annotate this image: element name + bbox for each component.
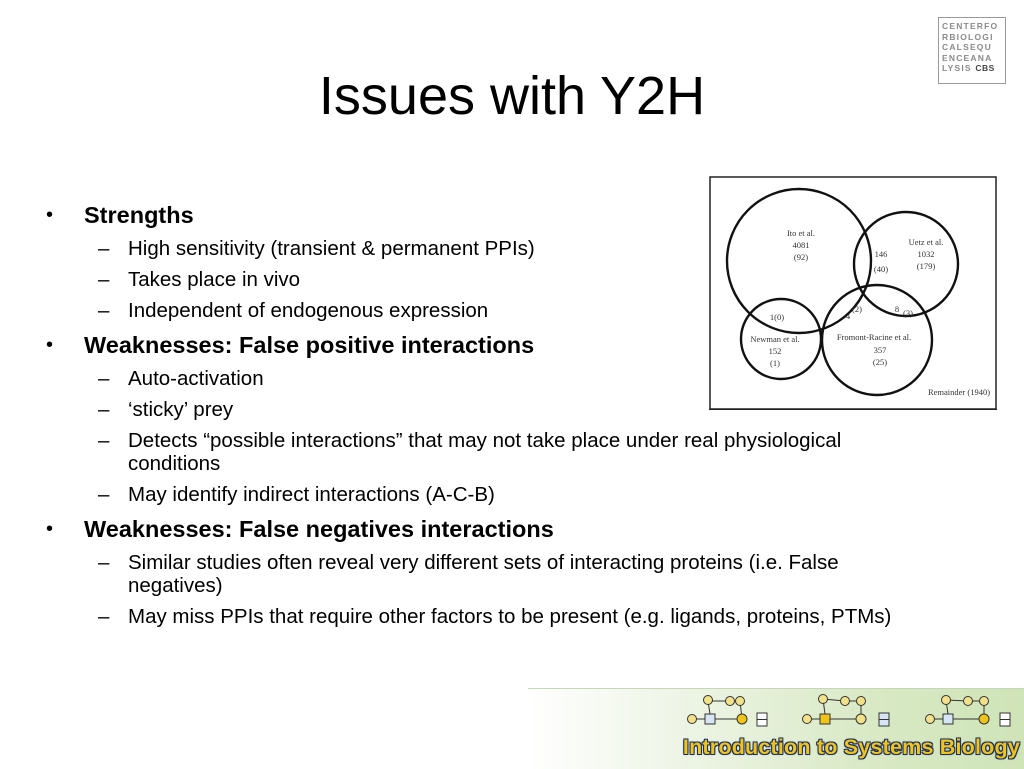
bullet-dot-icon: • [46, 334, 54, 356]
node-icon [819, 695, 828, 704]
logo-abbrev: CBS [975, 63, 995, 74]
node-square-icon [943, 714, 953, 724]
dash-icon: – [98, 551, 110, 574]
node-icon [726, 697, 735, 706]
dash-icon: – [98, 483, 110, 506]
uetz-sub: (179) [916, 261, 936, 271]
sub-bullet-text: Similar studies often reveal very different sets of interacting proteins (i.e. False negatives) [128, 551, 839, 597]
node-square-icon [820, 714, 830, 724]
fromont-sub: (25) [872, 357, 888, 367]
uetz-fromont-count: 8 [894, 304, 900, 314]
logo-line: CALSEQU [942, 42, 992, 53]
slide-title: Issues with Y2H [318, 66, 706, 126]
sub-bullet [84, 605, 990, 628]
ito-count: 4081 [792, 240, 810, 250]
network-graphic-1 [680, 692, 780, 732]
sub-bullet [84, 551, 990, 597]
bullet-heading: Weaknesses: False positive interactions [84, 332, 535, 358]
dash-icon: – [98, 367, 110, 390]
dash-icon: – [98, 605, 110, 628]
bullet-dot-icon: • [46, 204, 54, 226]
bullet-false-negatives [40, 514, 990, 628]
node-icon [979, 714, 989, 724]
dash-icon: – [98, 299, 110, 322]
cbs-logo [938, 17, 1006, 84]
uetz-label: Uetz et al. [908, 237, 944, 247]
node-icon [942, 696, 951, 705]
bullet-heading: Strengths [84, 202, 194, 228]
venn-diagram [709, 176, 997, 410]
sub-bullet-text: Auto-activation [128, 367, 264, 390]
newman-count: 152 [768, 346, 782, 356]
sub-bullet [84, 429, 990, 475]
node-icon [980, 697, 989, 706]
node-icon [857, 697, 866, 706]
node-icon [964, 697, 973, 706]
sub-bullet-text: May miss PPIs that require other factors to be present (e.g. ligands, proteins, PTMs) [128, 605, 892, 628]
node-icon [737, 714, 747, 724]
node-icon [856, 714, 866, 724]
ito-label: Ito et al. [786, 228, 816, 238]
node-square-icon [705, 714, 715, 724]
uetz-count: 1032 [917, 249, 935, 259]
network-graphic-2 [795, 692, 895, 732]
fromont-count: 357 [873, 345, 887, 355]
network-graphic-3 [918, 692, 1018, 732]
sub-bullet-text: Detects “possible interactions” that may not take place under real physiological conditions [128, 429, 842, 475]
node-icon [926, 715, 935, 724]
course-title: Introduction to Systems Biology [682, 735, 1020, 759]
node-icon [803, 715, 812, 724]
sub-bullet-text: May identify indirect interactions (A-C-B) [128, 483, 495, 506]
bullet-dot-icon: • [46, 518, 54, 540]
dash-icon: – [98, 237, 110, 260]
logo-line: ENCEANA [942, 52, 993, 63]
logo-line: LYSIS [942, 63, 972, 74]
ito-fromont-count: 4 [845, 311, 851, 321]
newman-sub: (1) [770, 358, 780, 368]
fromont-label: Fromont-Racine et al. [836, 332, 912, 342]
sub-bullet-text: Takes place in vivo [128, 268, 301, 291]
sub-bullet-text: High sensitivity (transient & permanent PPIs) [128, 237, 535, 260]
node-icon [688, 715, 697, 724]
logo-line-last [942, 63, 1003, 74]
remainder-label: Remainder (1940) [927, 387, 991, 397]
ito-sub: (92) [793, 252, 809, 262]
uetz-fromont-sub: (3) [903, 308, 913, 318]
sub-bullet [84, 483, 990, 506]
ito-uetz-count: 146 [874, 249, 888, 259]
sub-bullet-text: ‘sticky’ prey [128, 398, 234, 421]
sub-bullet-list [84, 551, 990, 628]
ito-uetz-sub: (40) [873, 264, 889, 274]
dash-icon: – [98, 398, 110, 421]
node-icon [704, 696, 713, 705]
bullet-heading: Weaknesses: False negatives interactions [84, 516, 554, 542]
dash-icon: – [98, 429, 110, 452]
ito-fromont-sub: (2) [852, 304, 862, 314]
ito-newman-count: 1(0) [769, 312, 785, 322]
logo-line: CENTERFO [942, 21, 999, 31]
node-icon [841, 697, 850, 706]
node-icon [736, 697, 745, 706]
sub-bullet-text: Independent of endogenous expression [128, 299, 489, 322]
newman-label: Newman et al. [750, 334, 800, 344]
logo-line: RBIOLOGI [942, 31, 994, 42]
dash-icon: – [98, 268, 110, 291]
